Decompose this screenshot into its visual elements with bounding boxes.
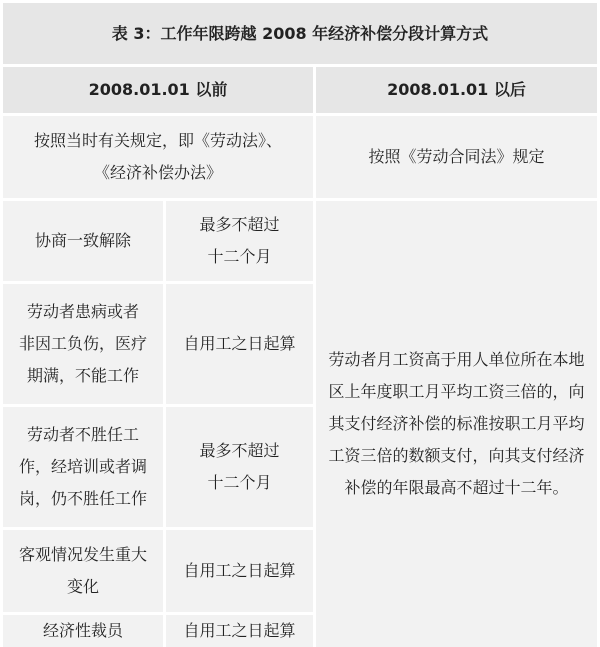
case-line: 非因工负伤，医疗 (18, 334, 147, 353)
case-cell (3, 407, 163, 527)
case-line: 协商一致解除 (34, 231, 131, 250)
rule-cell (166, 284, 313, 404)
basis-before-2008 (3, 116, 313, 198)
case-line: 经济性裁员 (42, 621, 123, 640)
basis-after-2008: 按照《劳动合同法》规定 (316, 116, 597, 198)
basis-before-line: 《经济补偿办法》 (93, 163, 222, 182)
case-cell (3, 201, 163, 281)
after-rule-line: 区上年度职工月平均工资三倍的，向 (328, 382, 585, 401)
after-rule-line: 工资三倍的数额支付，向其支付经济 (328, 446, 585, 465)
rule-line: 自用工之日起算 (183, 621, 296, 640)
basis-before-line: 按照当时有关规定，即《劳动法》、 (33, 131, 282, 150)
table-title: 表 3：工作年限跨越 2008 年经济补偿分段计算方式 (3, 3, 597, 64)
after-2008-rule-cell (316, 201, 597, 647)
rule-line: 最多不超过 (199, 441, 280, 460)
header-after-2008: 2008.01.01 以后 (316, 67, 597, 113)
after-rule-line: 补偿的年限最高不超过十二年。 (344, 478, 569, 497)
rule-cell (166, 407, 313, 527)
rule-cell (166, 530, 313, 612)
rule-line: 最多不超过 (199, 215, 280, 234)
case-cell (3, 615, 163, 647)
rule-line: 十二个月 (207, 247, 272, 266)
compensation-table (3, 3, 597, 640)
case-line: 劳动者患病或者 (26, 302, 139, 321)
case-line: 岗，仍不胜任工作 (18, 489, 147, 508)
rule-line: 自用工之日起算 (183, 334, 296, 353)
rule-line: 十二个月 (207, 473, 272, 492)
case-cell (3, 284, 163, 404)
after-rule-line: 劳动者月工资高于用人单位所在本地 (328, 350, 585, 369)
rule-cell (166, 615, 313, 647)
case-line: 劳动者不胜任工 (26, 425, 139, 444)
header-before-2008: 2008.01.01 以前 (3, 67, 313, 113)
case-cell (3, 530, 163, 612)
rule-line: 自用工之日起算 (183, 561, 296, 580)
case-line: 作，经培训或者调 (18, 457, 147, 476)
case-line: 期满，不能工作 (26, 366, 139, 385)
after-rule-line: 其支付经济补偿的标准按职工月平均 (328, 414, 585, 433)
case-line: 客观情况发生重大 (18, 545, 147, 564)
rule-cell (166, 201, 313, 281)
case-line: 变化 (66, 577, 99, 596)
